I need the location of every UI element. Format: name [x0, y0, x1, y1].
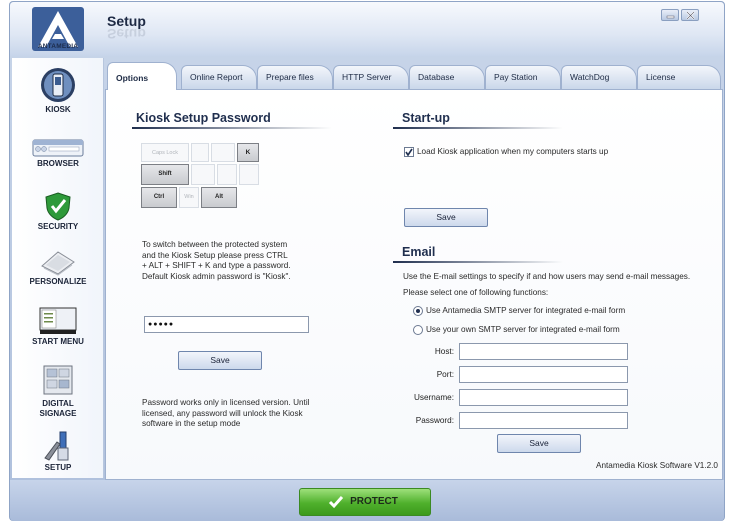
tab-content-options: [105, 89, 723, 480]
startup-section-title: Start-up: [402, 111, 450, 125]
minimize-button[interactable]: [661, 9, 679, 21]
sidebar-item-start-menu[interactable]: [12, 306, 104, 347]
tab-options[interactable]: Options: [107, 62, 177, 90]
window-title-reflection: Setup: [107, 26, 146, 42]
smtp-own-label: Use your own SMTP server for integrated e-mail form: [426, 325, 620, 334]
key-blank: [239, 164, 259, 185]
sidebar-item-label: DIGITAL SIGNAGE: [39, 399, 77, 418]
smtp-username-input[interactable]: [459, 389, 628, 406]
email-section-divider: [393, 261, 563, 263]
password-section-title: Kiosk Setup Password: [136, 111, 271, 125]
smtp-port-input[interactable]: [459, 366, 628, 383]
options-panel: [105, 62, 723, 480]
tab-pay-station[interactable]: Pay Station: [485, 65, 561, 89]
sidebar-item-label: BROWSER: [37, 159, 79, 168]
sidebar-item-label: START MENU: [32, 337, 84, 346]
key-blank: [217, 164, 237, 185]
protect-button[interactable]: [299, 488, 431, 516]
email-section-title: Email: [402, 245, 436, 259]
key-shift: Shift: [141, 164, 189, 185]
load-on-startup-checkbox[interactable]: [404, 147, 414, 157]
key-win: Win: [179, 187, 199, 208]
sidebar-item-digital-signage[interactable]: [12, 364, 104, 419]
protect-button-label: PROTECT: [350, 496, 398, 507]
startup-section-divider: [393, 127, 563, 129]
tab-http-server[interactable]: HTTP Server: [333, 65, 409, 89]
window-header: [10, 2, 724, 56]
tab-bar: [105, 62, 723, 90]
port-label: Port:: [436, 370, 454, 379]
email-description: Use the E-mail settings to specify if and how users may send e-mail messages.: [403, 272, 691, 281]
personalize-icon: [38, 246, 78, 276]
sidebar-item-setup[interactable]: [12, 430, 104, 473]
sidebar-item-label: PERSONALIZE: [29, 277, 87, 286]
smtp-password-input[interactable]: [459, 412, 628, 429]
startup-save-button[interactable]: Save: [404, 208, 488, 227]
setup-tools-icon: [41, 430, 75, 462]
minimize-icon: [665, 11, 676, 20]
tab-prepare-files[interactable]: Prepare files: [257, 65, 333, 89]
password-save-button[interactable]: Save: [178, 351, 262, 370]
sidebar-item-label: SETUP: [44, 463, 72, 472]
sidebar-item-security[interactable]: [12, 191, 104, 232]
shield-icon: [43, 191, 73, 221]
sidebar-item-label: SECURITY: [37, 222, 79, 231]
close-icon: [685, 11, 696, 20]
checkmark-icon: [404, 147, 414, 157]
host-label: Host:: [434, 347, 454, 356]
smtp-antamedia-label: Use Antamedia SMTP server for integrated e-mail form: [426, 306, 626, 315]
smtp-password-label: Password:: [415, 416, 454, 425]
smtp-host-input[interactable]: [459, 343, 628, 360]
password-license-note: Password works only in licensed version. Until licensed, any password will unlock the Kiosk software in the setup mode: [142, 398, 310, 428]
sidebar-item-personalize[interactable]: [12, 246, 104, 287]
smtp-antamedia-radio[interactable]: [413, 306, 423, 316]
key-ctrl: Ctrl: [141, 187, 177, 208]
sidebar: [12, 58, 104, 478]
tab-license[interactable]: License: [637, 65, 721, 89]
email-prompt: Please select one of following functions:: [403, 288, 549, 297]
tab-online-report[interactable]: Online Report: [181, 65, 257, 89]
load-on-startup-label: Load Kiosk application when my computers starts up: [417, 147, 609, 156]
digital-signage-icon: [40, 364, 76, 398]
key-alt: Alt: [201, 187, 237, 208]
checkmark-icon: [328, 495, 344, 509]
smtp-own-radio[interactable]: [413, 325, 423, 335]
key-k: K: [237, 143, 259, 162]
kiosk-icon: [38, 66, 78, 104]
password-instructions: To switch between the protected system and the Kiosk Setup please press CTRL + ALT + SHIFT + K and type a password. Default Kiosk admin password is "Kiosk".: [142, 240, 291, 281]
tab-watchdog[interactable]: WatchDog: [561, 65, 637, 89]
footer-bar: [10, 480, 724, 521]
setup-window: [9, 1, 725, 521]
close-button[interactable]: [681, 9, 699, 21]
key-blank: [191, 143, 209, 162]
username-label: Username:: [413, 393, 454, 402]
window-title: Setup: [107, 13, 146, 29]
key-blank: [191, 164, 215, 185]
sidebar-item-label: KIOSK: [45, 105, 71, 114]
tab-database[interactable]: Database: [409, 65, 485, 89]
sidebar-item-kiosk[interactable]: [12, 66, 104, 115]
start-menu-icon: [38, 306, 78, 336]
keyboard-illustration: [141, 143, 261, 219]
version-label: Antamedia Kiosk Software V1.2.0: [596, 461, 718, 470]
key-caps-lock: Caps Lock: [141, 143, 189, 162]
logo-text: ANTAMEDIA: [37, 43, 79, 50]
setup-password-field[interactable]: ●●●●●: [144, 316, 309, 333]
password-section-divider: [132, 127, 332, 129]
email-save-button[interactable]: Save: [497, 434, 581, 453]
sidebar-item-browser[interactable]: [12, 138, 104, 169]
key-blank: [211, 143, 235, 162]
browser-icon: [32, 138, 84, 158]
